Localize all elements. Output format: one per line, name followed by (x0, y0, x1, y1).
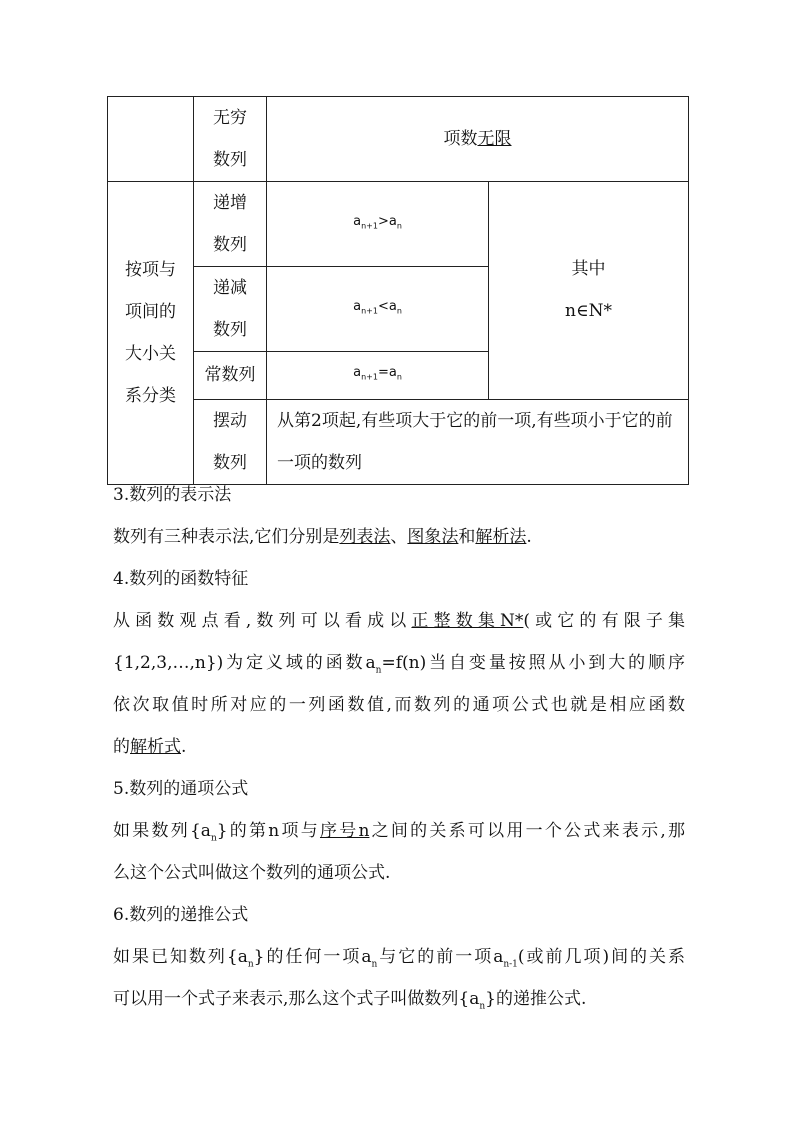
formula-decreasing (267, 267, 489, 352)
s6-sub: n (247, 959, 254, 970)
method-formula: 解析法 (475, 527, 527, 547)
s6-text: }的任何一项a (253, 947, 372, 967)
s6-sub: n (479, 1001, 486, 1012)
row-label-decreasing (194, 267, 267, 352)
section-4-line-4 (113, 726, 685, 768)
row-label-infinite (194, 97, 267, 182)
infinite-desc-text: 项数 (443, 129, 478, 149)
sequence-classification-table (107, 96, 689, 485)
formula-rhs-sub: n (396, 306, 402, 316)
s6-sub: n-1 (503, 959, 518, 970)
row-label-constant (194, 352, 267, 400)
method-table: 列表法 (339, 527, 391, 547)
formula-lhs-sub: n+1 (361, 221, 378, 231)
formula-lhs-sub: n+1 (361, 306, 378, 316)
section-4-line-3: 依次取值时所对应的一列函数值,而数列的通项公式也就是相应函数 (113, 695, 685, 715)
section-4-heading: 4.数列的函数特征 (113, 569, 249, 589)
note-cell (489, 182, 689, 400)
formula-rhs: a (388, 298, 397, 314)
section-5-heading: 5.数列的通项公式 (113, 779, 249, 799)
note-line-1: 其中 (571, 259, 606, 280)
s6-text: 与它的前一项a (377, 947, 504, 967)
section-6-line-2 (113, 978, 685, 1027)
section-6-heading: 6.数列的递推公式 (113, 905, 249, 925)
formula-lhs: a (353, 365, 362, 380)
table-row-infinite (108, 97, 689, 182)
row-label-text: 常数列 (204, 365, 256, 386)
s6-text: }的递推公式. (485, 989, 587, 1009)
row-label-text: 摆动数列 (212, 410, 247, 473)
infinite-description (267, 97, 689, 182)
formula-lhs: a (353, 298, 362, 314)
oscillating-desc-text: 从第2项起,有些项大于它的前一项,有些项小于它的前一项的数列 (277, 410, 673, 473)
s6-sub: n (371, 959, 378, 970)
s4-text: 从函数观点看,数列可以看成以 (113, 611, 412, 631)
formula-rhs: a (388, 365, 397, 380)
table-row-increasing (108, 182, 689, 267)
s5-text-post: 之间的关系可以用一个公式来表示,那 (369, 821, 686, 841)
s5-sub: n (210, 833, 217, 844)
method-graph: 图象法 (407, 527, 459, 547)
row-label-text: 递减数列 (212, 278, 247, 340)
formula-op: < (377, 298, 389, 314)
formula-lhs-sub: n+1 (361, 372, 378, 382)
oscillating-description (267, 399, 689, 484)
s4-end: . (181, 737, 187, 757)
infinite-desc-underlined: 无限 (477, 129, 512, 149)
table-row-oscillating (108, 399, 689, 484)
group-label: 按项与项间的大小关系分类 (124, 259, 176, 406)
s5-text-mid: }的第n项与 (216, 821, 320, 841)
empty-cell (108, 97, 194, 182)
row-label-text: 递增数列 (212, 193, 247, 255)
formula-rhs: a (388, 213, 397, 229)
s4-text-post: (或它的有限子集 (523, 611, 686, 631)
formula-constant (267, 352, 489, 400)
row-label-oscillating (194, 399, 267, 484)
formula-lhs: a (353, 213, 362, 229)
s3-sep: 、 (390, 527, 408, 547)
s5-text: 如果数列{a (113, 821, 211, 841)
s4-text: {1,2,3,…,n})为定义域的函数a (113, 653, 376, 673)
formula-op: = (377, 365, 389, 380)
formula-rhs-sub: n (396, 372, 402, 382)
s6-text: 可以用一个式子来表示,那么这个式子叫做数列{a (113, 989, 480, 1009)
s4-text-post: =f(n)当自变量按照从小到大的顺序 (381, 653, 685, 673)
s4-positive-integers: 正整数集N* (411, 611, 524, 631)
s4-text: 的 (113, 737, 130, 757)
s3-and: 和 (458, 527, 476, 547)
s4-sub: n (375, 665, 382, 676)
formula-increasing (267, 182, 489, 267)
section-4-line-1 (113, 600, 685, 642)
formula-op: > (377, 213, 389, 229)
s3-text: 数列有三种表示法,它们分别是 (113, 527, 340, 547)
row-label-increasing (194, 182, 267, 267)
row-label-text: 无穷数列 (212, 108, 247, 170)
s5-index-n: 序号n (319, 821, 370, 841)
s3-end: . (526, 527, 532, 547)
section-3-heading: 3.数列的表示法 (113, 485, 232, 505)
s4-analytic-expression: 解析式 (130, 737, 181, 757)
s6-text: 如果已知数列{a (113, 947, 248, 967)
s6-text: (或前几项)间的关系 (517, 947, 686, 967)
section-3-paragraph (113, 516, 685, 558)
section-5-line-2: 么这个公式叫做这个数列的通项公式. (113, 863, 391, 883)
note-line-2: n∈N* (565, 301, 612, 322)
formula-rhs-sub: n (396, 221, 402, 231)
group-label-cell (108, 182, 194, 485)
